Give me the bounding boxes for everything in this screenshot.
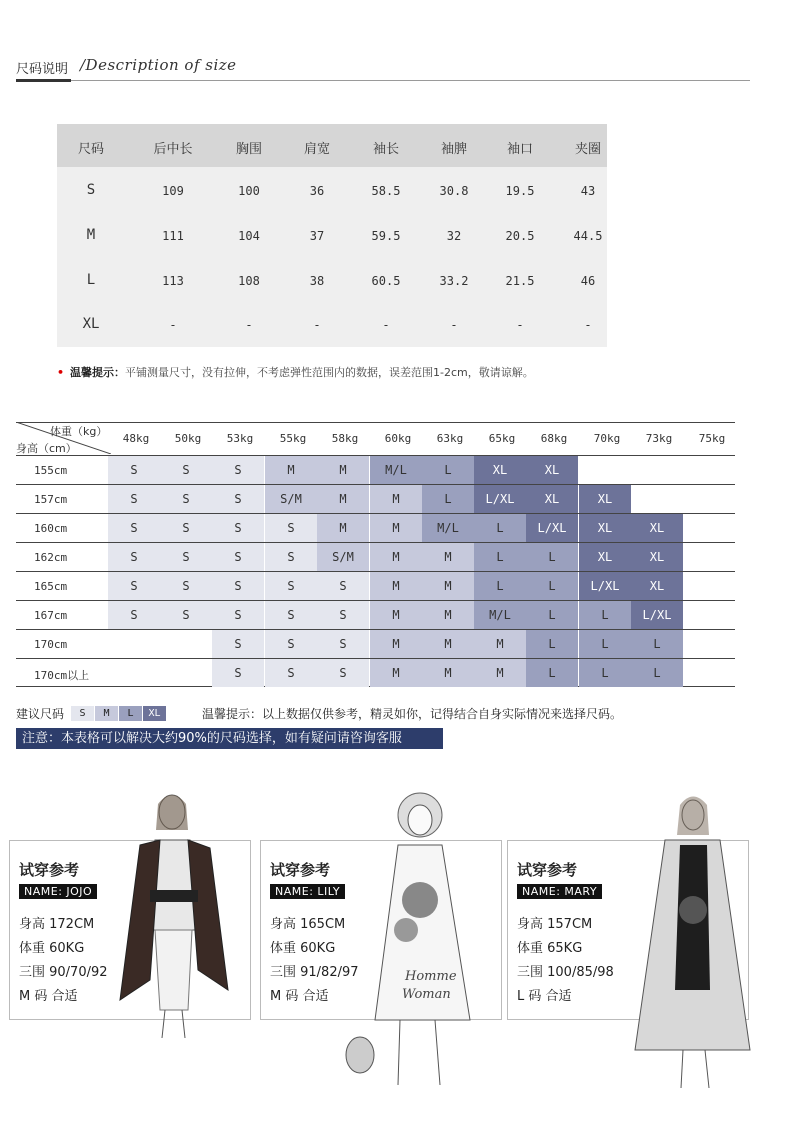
size-table-cell: 44.5 xyxy=(573,229,603,243)
size-table-cell: 58.5 xyxy=(371,184,401,198)
size-recommendation-cell: S xyxy=(317,601,369,629)
size-recommendation-cell: S/M xyxy=(265,485,317,513)
size-recommendation-cell xyxy=(631,456,683,484)
height-header: 160cm xyxy=(34,522,68,535)
size-recommendation-cell: M/L xyxy=(370,456,422,484)
size-recommendation-cell: M/L xyxy=(474,601,526,629)
size-recommendation-cell: S xyxy=(212,659,264,687)
size-recommendation-cell: L xyxy=(526,601,578,629)
size-table-cell: - xyxy=(450,318,458,332)
size-table-cell: 109 xyxy=(162,184,184,198)
size-recommendation-cell: S xyxy=(265,572,317,600)
size-recommendation-cell: L xyxy=(579,630,631,658)
size-table-cell: 59.5 xyxy=(371,229,401,243)
size-recommendation-cell: S xyxy=(265,514,317,542)
size-recommendation-cell xyxy=(684,485,736,513)
size-label: XL xyxy=(82,316,100,332)
size-recommendation-cell: M xyxy=(370,485,422,513)
size-recommendation-cell xyxy=(684,456,736,484)
size-table xyxy=(57,124,607,347)
legend-item-s: S xyxy=(71,706,94,721)
size-table-cell: - xyxy=(245,318,253,332)
size-recommendation-cell: S xyxy=(212,456,264,484)
size-recommendation-cell: M xyxy=(370,572,422,600)
size-recommendation-cell: XL xyxy=(526,456,578,484)
weight-header: 70kg xyxy=(593,432,621,445)
model-fit: L 码 合适 xyxy=(517,989,572,1004)
notice-banner: 注意：本表格可以解决大约90%的尺码选择，如有疑问请咨询客服 xyxy=(16,728,443,749)
size-table-cell: 36 xyxy=(309,184,325,198)
size-recommendation-cell: S xyxy=(212,485,264,513)
size-recommendation-cell: S xyxy=(108,514,160,542)
size-table-cell: - xyxy=(516,318,524,332)
size-recommendation-cell: M xyxy=(370,514,422,542)
model-measurements: 三围 90/70/92 xyxy=(19,965,108,980)
weight-axis-label: 体重（kg） xyxy=(50,425,108,438)
size-recommendation-cell xyxy=(684,659,736,687)
size-recommendation-grid xyxy=(16,422,735,686)
size-table-cell: 100 xyxy=(238,184,260,198)
size-recommendation-cell: L xyxy=(474,572,526,600)
size-recommendation-cell xyxy=(684,543,736,571)
size-table-header-cell: 夹圈 xyxy=(574,142,602,157)
size-recommendation-cell: L xyxy=(422,456,474,484)
weight-header: 58kg xyxy=(331,432,359,445)
tip-label: 温馨提示： xyxy=(70,366,126,379)
header-underline-accent xyxy=(16,79,71,82)
size-recommendation-cell: S xyxy=(265,543,317,571)
svg-text:Woman: Woman xyxy=(402,987,451,1002)
size-table-cell: 108 xyxy=(238,274,260,288)
height-header: 155cm xyxy=(34,464,68,477)
weight-header: 65kg xyxy=(488,432,516,445)
height-axis-label: 身高（cm） xyxy=(16,442,77,455)
size-recommendation-cell: S xyxy=(212,601,264,629)
size-label: L xyxy=(86,272,96,288)
height-header: 167cm xyxy=(34,609,68,622)
size-recommendation-cell: M/L xyxy=(422,514,474,542)
model-weight: 体重 60KG xyxy=(270,941,336,956)
size-table-cell: 38 xyxy=(309,274,325,288)
size-table-cell: - xyxy=(382,318,390,332)
height-header: 170cm xyxy=(34,638,68,651)
size-table-cell: - xyxy=(584,318,592,332)
size-recommendation-cell: M xyxy=(370,659,422,687)
svg-text:Homme: Homme xyxy=(405,969,457,984)
size-table-cell: 113 xyxy=(162,274,184,288)
size-recommendation-cell: L xyxy=(631,659,683,687)
size-recommendation-cell: XL xyxy=(579,543,631,571)
size-recommendation-cell: M xyxy=(422,659,474,687)
size-table-cell: 60.5 xyxy=(371,274,401,288)
legend-item-xl: XL xyxy=(143,706,166,721)
size-table-cell: 32 xyxy=(446,229,462,243)
header-divider xyxy=(16,80,750,81)
size-recommendation-cell: XL xyxy=(526,485,578,513)
weight-header: 63kg xyxy=(436,432,464,445)
model-fit: M 码 合适 xyxy=(19,989,78,1004)
weight-header: 75kg xyxy=(698,432,726,445)
size-recommendation-cell: S xyxy=(212,630,264,658)
size-table-header-cell: 后中长 xyxy=(153,142,193,157)
model-name: NAME: MARY xyxy=(517,884,602,899)
size-recommendation-cell: L/XL xyxy=(526,514,578,542)
height-header: 162cm xyxy=(34,551,68,564)
size-recommendation-cell: M xyxy=(370,601,422,629)
size-recommendation-cell: M xyxy=(422,543,474,571)
legend-item-m: M xyxy=(95,706,118,721)
size-table-cell: 111 xyxy=(162,229,184,243)
model-measurements: 三围 100/85/98 xyxy=(517,965,614,980)
size-recommendation-cell: L xyxy=(474,514,526,542)
card-title: 试穿参考 xyxy=(270,861,331,879)
model-height: 身高 157CM xyxy=(517,917,593,932)
size-recommendation-cell: M xyxy=(422,601,474,629)
weight-header: 48kg xyxy=(122,432,150,445)
reference-tip: 温馨提示：以上数据仅供参考，精灵如你，记得结合自身实际情况来选择尺码。 xyxy=(202,707,623,721)
size-recommendation-cell: M xyxy=(422,572,474,600)
model-weight: 体重 60KG xyxy=(19,941,85,956)
size-recommendation-cell xyxy=(160,630,212,658)
size-table-header-cell: 袖口 xyxy=(506,142,534,157)
size-recommendation-cell: M xyxy=(474,630,526,658)
size-recommendation-cell xyxy=(160,659,212,687)
size-table-cell: 19.5 xyxy=(505,184,535,198)
size-recommendation-cell: L xyxy=(526,630,578,658)
tip-text: 平铺测量尺寸，没有拉伸，不考虑弹性范围内的数据，误差范围1-2cm，敬请谅解。 xyxy=(125,366,534,379)
size-recommendation-cell: S xyxy=(265,630,317,658)
height-header: 170cm以上 xyxy=(34,669,90,682)
size-table-cell: 104 xyxy=(238,229,260,243)
weight-header: 53kg xyxy=(226,432,254,445)
size-recommendation-cell: S xyxy=(160,485,212,513)
model-height: 身高 165CM xyxy=(270,917,346,932)
size-recommendation-cell: L xyxy=(526,543,578,571)
size-recommendation-cell: L xyxy=(579,601,631,629)
model-name: NAME: LILY xyxy=(270,884,345,899)
size-recommendation-cell: S xyxy=(108,572,160,600)
model-name: NAME: JOJO xyxy=(19,884,97,899)
measurement-tip xyxy=(57,364,534,380)
size-label: S xyxy=(86,182,96,198)
bullet-icon: • xyxy=(57,366,65,379)
size-recommendation-cell: L xyxy=(422,485,474,513)
size-table-cell: 21.5 xyxy=(505,274,535,288)
section-title: 尺码说明 xyxy=(16,62,69,77)
size-recommendation-cell: M xyxy=(474,659,526,687)
size-recommendation-cell: S xyxy=(160,601,212,629)
size-recommendation-cell: S xyxy=(160,456,212,484)
size-recommendation-cell: L/XL xyxy=(579,572,631,600)
size-recommendation-cell xyxy=(108,659,160,687)
size-recommendation-cell: S/M xyxy=(317,543,369,571)
size-recommendation-cell: M xyxy=(317,456,369,484)
size-recommendation-cell: L xyxy=(526,659,578,687)
size-recommendation-cell: S xyxy=(108,485,160,513)
size-recommendation-cell: L xyxy=(631,630,683,658)
size-recommendation-cell xyxy=(579,456,631,484)
size-recommendation-cell: S xyxy=(108,601,160,629)
size-recommendation-cell: S xyxy=(160,543,212,571)
size-recommendation-cell: S xyxy=(108,456,160,484)
size-recommendation-cell: XL xyxy=(631,572,683,600)
weight-header: 68kg xyxy=(540,432,568,445)
size-recommendation-cell: L xyxy=(526,572,578,600)
size-recommendation-cell xyxy=(684,514,736,542)
size-recommendation-cell: M xyxy=(370,543,422,571)
size-recommendation-cell: S xyxy=(212,514,264,542)
size-recommendation-cell: S xyxy=(212,572,264,600)
size-recommendation-cell: XL xyxy=(631,514,683,542)
size-table-cell: 46 xyxy=(580,274,596,288)
section-subtitle: /Description of size xyxy=(80,56,237,74)
size-recommendation-cell: S xyxy=(212,543,264,571)
card-title: 试穿参考 xyxy=(517,861,578,879)
size-table-header-cell: 袖长 xyxy=(372,142,400,157)
size-recommendation-cell: L xyxy=(474,543,526,571)
size-table-header-cell: 尺码 xyxy=(77,142,105,157)
card-title: 试穿参考 xyxy=(19,861,80,879)
size-recommendation-cell: L xyxy=(579,659,631,687)
size-legend xyxy=(16,705,166,722)
size-recommendation-cell: S xyxy=(108,543,160,571)
size-recommendation-cell: M xyxy=(370,630,422,658)
size-recommendation-cell: S xyxy=(317,572,369,600)
model-fit: M 码 合适 xyxy=(270,989,329,1004)
size-table-header-cell: 胸围 xyxy=(235,142,263,157)
size-table-cell: 37 xyxy=(309,229,325,243)
weight-header: 60kg xyxy=(384,432,412,445)
model-measurements: 三围 91/82/97 xyxy=(270,965,359,980)
size-recommendation-cell xyxy=(631,485,683,513)
size-recommendation-cell: M xyxy=(422,630,474,658)
size-recommendation-cell: S xyxy=(160,514,212,542)
model-illustration-jojo xyxy=(110,790,240,1040)
size-recommendation-cell: M xyxy=(265,456,317,484)
model-illustration-mary xyxy=(625,790,755,1090)
size-table-cell: 43 xyxy=(580,184,596,198)
size-label: M xyxy=(86,227,96,243)
size-recommendation-cell: M xyxy=(317,514,369,542)
height-header: 157cm xyxy=(34,493,68,506)
size-table-header-cell: 肩宽 xyxy=(303,142,331,157)
model-illustration-lily xyxy=(340,790,480,1090)
size-recommendation-cell xyxy=(684,601,736,629)
size-recommendation-cell: XL xyxy=(474,456,526,484)
size-table-cell: 33.2 xyxy=(439,274,469,288)
legend-item-l: L xyxy=(119,706,142,721)
size-table-header-cell: 袖脾 xyxy=(440,142,468,157)
size-recommendation-cell: M xyxy=(317,485,369,513)
weight-header: 55kg xyxy=(279,432,307,445)
size-table-cell: 20.5 xyxy=(505,229,535,243)
size-recommendation-cell: L/XL xyxy=(631,601,683,629)
size-recommendation-cell: S xyxy=(265,601,317,629)
weight-header: 50kg xyxy=(174,432,202,445)
size-recommendation-cell xyxy=(108,630,160,658)
size-recommendation-cell: L/XL xyxy=(474,485,526,513)
size-recommendation-cell: XL xyxy=(579,485,631,513)
model-height: 身高 172CM xyxy=(19,917,95,932)
size-recommendation-cell: S xyxy=(317,659,369,687)
grid-line xyxy=(16,422,735,423)
legend-label: 建议尺码 xyxy=(16,707,65,721)
size-table-cell: - xyxy=(169,318,177,332)
size-recommendation-cell: S xyxy=(265,659,317,687)
size-table-cell: 30.8 xyxy=(439,184,469,198)
size-recommendation-cell xyxy=(684,572,736,600)
size-recommendation-cell: S xyxy=(317,630,369,658)
size-recommendation-cell: XL xyxy=(631,543,683,571)
weight-header: 73kg xyxy=(645,432,673,445)
model-weight: 体重 65KG xyxy=(517,941,583,956)
height-header: 165cm xyxy=(34,580,68,593)
size-recommendation-cell: S xyxy=(160,572,212,600)
size-table-cell: - xyxy=(313,318,321,332)
size-recommendation-cell xyxy=(684,630,736,658)
size-recommendation-cell: XL xyxy=(579,514,631,542)
